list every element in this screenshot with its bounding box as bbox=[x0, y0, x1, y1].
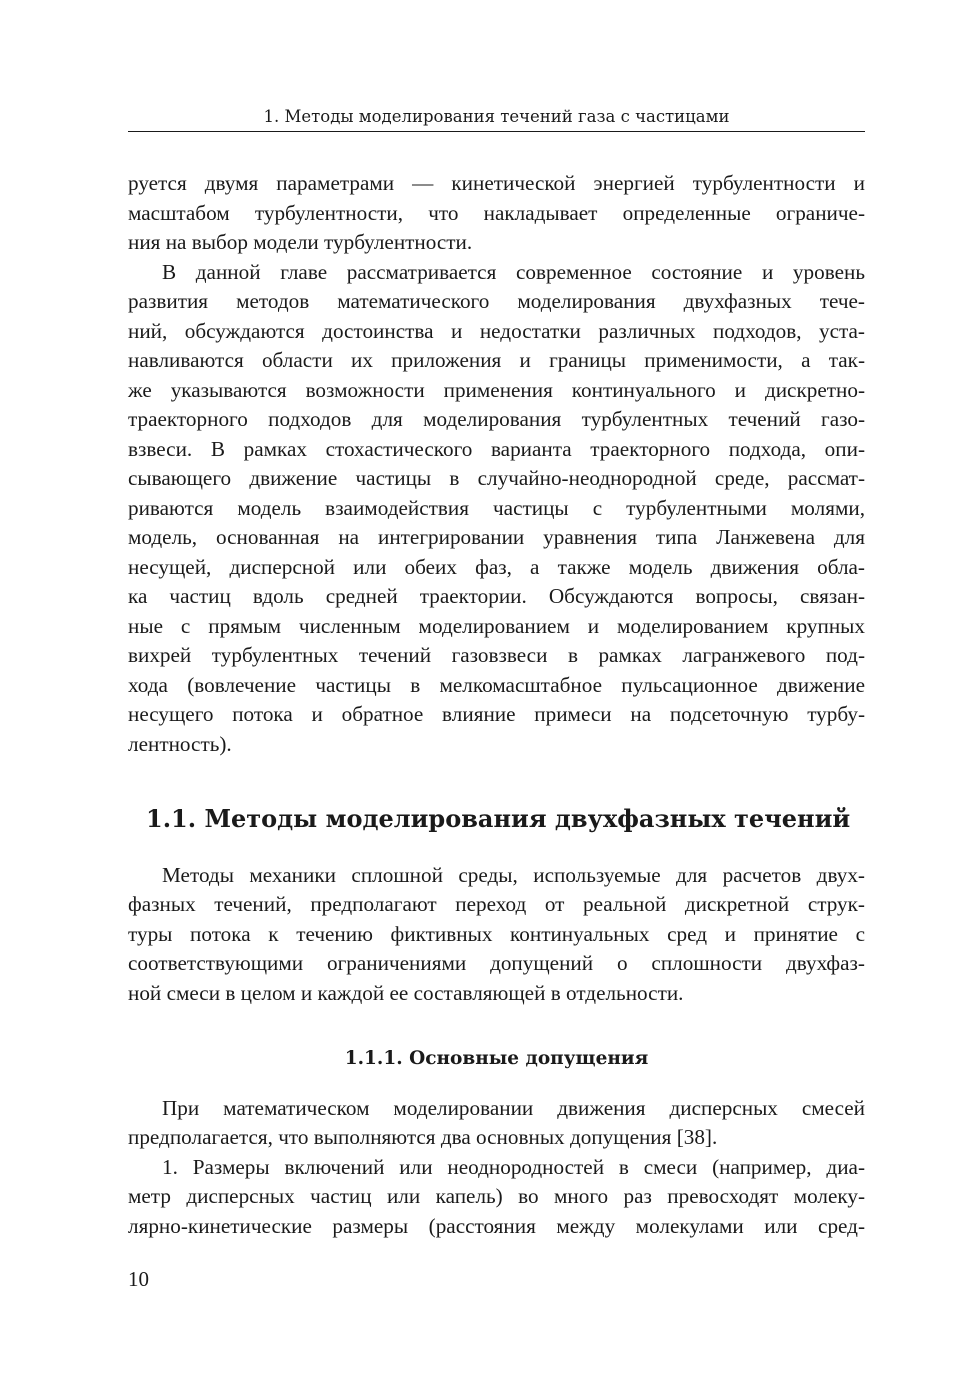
paragraph-line: несущей, дисперсной или обеих фаз, а также модель движения обла- bbox=[128, 555, 865, 579]
paragraph-line: масштабом турбулентности, что накладывает определенные ограниче- bbox=[128, 201, 865, 225]
paragraph-line: предполагается, что выполняются два основных допущения [38]. bbox=[128, 1125, 718, 1149]
paragraph-line: хода (вовлечение частицы в мелкомасштабное пульсационное движение bbox=[128, 673, 865, 697]
paragraph-line: лярно-кинетические размеры (расстояния между молекулами или сред- bbox=[128, 1214, 865, 1238]
paragraph-line: ка частиц вдоль средней траектории. Обсуждаются вопросы, связан- bbox=[128, 584, 865, 608]
paragraph-line: взвеси. В рамках стохастического варианта траекторного подхода, опи- bbox=[128, 437, 865, 461]
paragraph-line: ний, обсуждаются достоинства и недостатки различных подходов, уста- bbox=[128, 319, 865, 343]
paragraph-line: ния на выбор модели турбулентности. bbox=[128, 230, 473, 254]
paragraph-line: 1. Размеры включений или неоднородностей в смеси (например, диа- bbox=[162, 1155, 865, 1179]
header-rule bbox=[128, 131, 865, 132]
subsection-heading: 1.1.1. Основные допущения bbox=[344, 1048, 649, 1069]
paragraph-line: туры потока к течению фиктивных континуальных сред и принятие с bbox=[128, 922, 865, 946]
paragraph-line: вихрей турбулентных течений газовзвеси в рамках лагранжевого под- bbox=[128, 643, 865, 667]
running-head: 1. Методы моделирования течений газа с частицами bbox=[263, 107, 730, 126]
paragraph-line: навливаются области их приложения и границы применимости, а так- bbox=[128, 348, 865, 372]
paragraph-line: сывающего движение частицы в случайно-неоднородной среде, рассмат- bbox=[128, 466, 865, 490]
paragraph-line: модель, основанная на интегрировании уравнения типа Ланжевена для bbox=[128, 525, 865, 549]
paragraph-line: При математическом моделировании движения дисперсных смесей bbox=[162, 1096, 865, 1120]
paragraph-line: же указываются возможности применения континуального и дискретно- bbox=[128, 378, 865, 402]
paragraph-line: риваются модель взаимодействия частицы с турбулентными молями, bbox=[128, 496, 865, 520]
paragraph-line: соответствующими ограничениями допущений о сплошности двухфаз- bbox=[128, 951, 865, 975]
paragraph-line: руется двумя параметрами — кинетической энергией турбулентности и bbox=[128, 171, 865, 195]
paragraph-line: ной смеси в целом и каждой ее составляющей в отдельности. bbox=[128, 981, 684, 1005]
paragraph-line: ные с прямым численным моделированием и моделированием крупных bbox=[128, 614, 865, 638]
paragraph-line: фазных течений, предполагают переход от реальной дискретной струк- bbox=[128, 892, 865, 916]
paragraph-line: траекторного подходов для моделирования турбулентных течений газо- bbox=[128, 407, 865, 431]
paragraph-line: несущего потока и обратное влияние примеси на подсеточную турбу- bbox=[128, 702, 865, 726]
paragraph-line: метр дисперсных частиц или капель) во много раз превосходят молеку- bbox=[128, 1184, 865, 1208]
paragraph-line: Методы механики сплошной среды, используемые для расчетов двух- bbox=[162, 863, 865, 887]
paragraph-line: В данной главе рассматривается современное состояние и уровень bbox=[162, 260, 865, 284]
page-number: 10 bbox=[128, 1267, 149, 1291]
paragraph-line: развития методов математического моделирования двухфазных тече- bbox=[128, 289, 865, 313]
section-heading: 1.1. Методы моделирования двухфазных течений bbox=[146, 804, 851, 833]
paragraph-line: лентность). bbox=[128, 732, 232, 756]
